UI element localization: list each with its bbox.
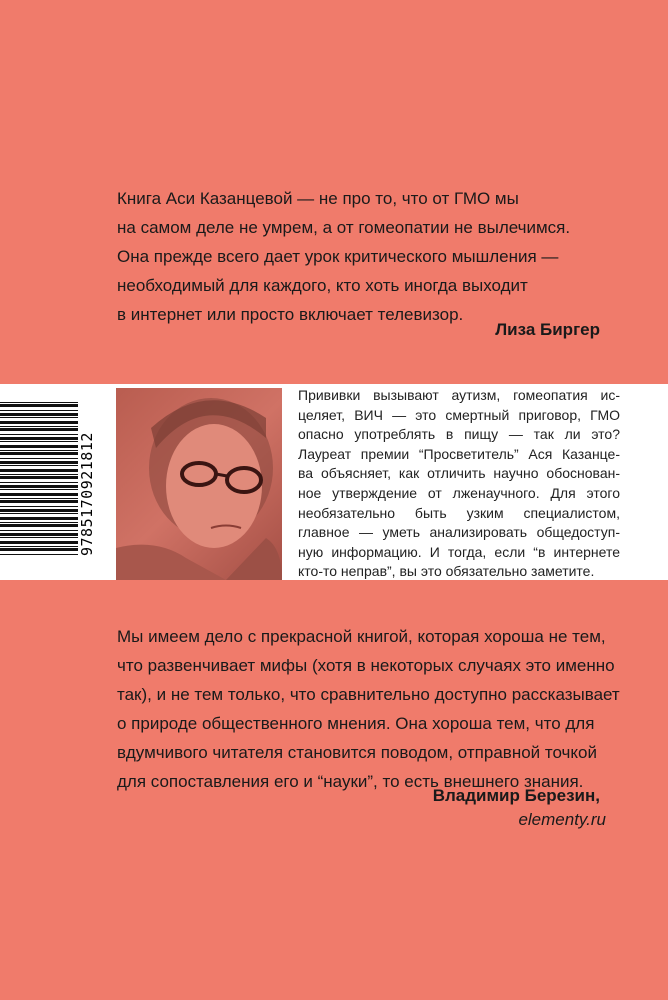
barcode-bar <box>0 509 78 512</box>
barcode-bar <box>0 404 78 407</box>
barcode-bar <box>0 426 78 427</box>
barcode-bar <box>0 437 78 440</box>
blurb-line: ную информацию. И тогда, если “в интернете <box>298 543 620 560</box>
barcode-bar <box>0 530 78 531</box>
barcode-bar <box>0 417 78 418</box>
barcode-bar <box>0 533 78 536</box>
blurb-line: ва объясняет, как отличить научно обоснован- <box>298 465 620 482</box>
quote-line: Мы имеем дело с прекрасной книгой, которая хороша не тем, <box>117 627 606 646</box>
barcode-bar <box>0 506 78 507</box>
isbn-number: 9785170921812 <box>78 432 96 556</box>
barcode-bar <box>0 469 78 472</box>
quote-line: так), и не тем только, что сравнительно доступно рассказывает <box>117 685 620 704</box>
barcode-bar <box>0 546 78 547</box>
quote-line: необходимый для каждого, кто хоть иногда выходит <box>117 276 528 295</box>
barcode-bar <box>0 554 78 555</box>
barcode-bar <box>0 445 78 448</box>
bottom-quote-author: Владимир Березин, <box>432 786 600 805</box>
quote-line: Она прежде всего дает урок критического мышления — <box>117 247 559 266</box>
barcode-bar <box>0 428 78 431</box>
author-photo <box>116 388 282 580</box>
blurb-line: главное — уметь анализировать общедоступ- <box>298 524 620 541</box>
barcode-bar <box>0 474 78 475</box>
barcode-bar <box>0 485 78 488</box>
quote-line: для сопоставления его и “науки”, то есть внешнего знания. <box>117 772 584 791</box>
barcode <box>0 400 84 560</box>
top-quote <box>117 184 570 329</box>
barcode-bar <box>0 517 78 520</box>
barcode-bar <box>0 410 78 411</box>
barcode-bar <box>0 482 78 483</box>
barcode-bar <box>0 421 78 424</box>
blurb-text <box>298 386 620 582</box>
blurb-line: целяет, ВИЧ — это смертный приговор, ГМО <box>298 406 620 423</box>
barcode-bar <box>0 441 78 442</box>
barcode-bar <box>0 548 78 551</box>
barcode-bar <box>0 498 78 499</box>
blurb-line: кто-то неправ”, вы это обязательно заметите. <box>298 563 595 580</box>
blurb-line: Лауреат премии “Просветитель” Ася Казанце- <box>298 445 620 462</box>
barcode-bar <box>0 522 78 523</box>
bottom-quote-source: elementy.ru <box>518 810 606 829</box>
quote-line: что развенчивает мифы (хотя в некоторых случаях это именно <box>117 656 615 675</box>
barcode-bar <box>0 489 78 490</box>
barcode-bar <box>0 500 78 503</box>
barcode-bar <box>0 524 78 527</box>
quote-line: в интернет или просто включает телевизор. <box>117 305 464 324</box>
barcode-bar <box>0 541 78 544</box>
barcode-bar <box>0 434 78 435</box>
quote-line: на самом деле не умрем, а от гомеопатии не вылечимся. <box>117 218 571 237</box>
blurb-line: Прививки вызывают аутизм, гомеопатия ис- <box>298 387 620 403</box>
barcode-bar <box>0 513 78 514</box>
top-quote-author: Лиза Биргер <box>495 320 600 339</box>
barcode-bar <box>0 402 78 403</box>
barcode-bar <box>0 452 78 455</box>
barcode-bar <box>0 450 78 451</box>
quote-line: о природе общественного мнения. Она хороша тем, что для <box>117 714 595 733</box>
barcode-bar <box>0 465 78 466</box>
barcode-bar <box>0 476 78 479</box>
bottom-quote <box>117 622 620 796</box>
blurb-line: необязательно быть узким специалистом, <box>298 504 620 521</box>
barcode-bar <box>0 413 78 416</box>
quote-line: вдумчивого читателя становится поводом, отправной точкой <box>117 743 597 762</box>
blurb-line: опасно употреблять в пищу — так ли это? <box>298 426 620 443</box>
quote-line: Книга Аси Казанцевой — не про то, что от ГМО мы <box>117 189 519 208</box>
barcode-bar <box>0 493 78 496</box>
barcode-bar <box>0 537 78 538</box>
barcode-bar <box>0 461 78 464</box>
barcode-bar <box>0 458 78 459</box>
blurb-line: ное утверждение от лженаучного. Для этого <box>298 484 620 501</box>
